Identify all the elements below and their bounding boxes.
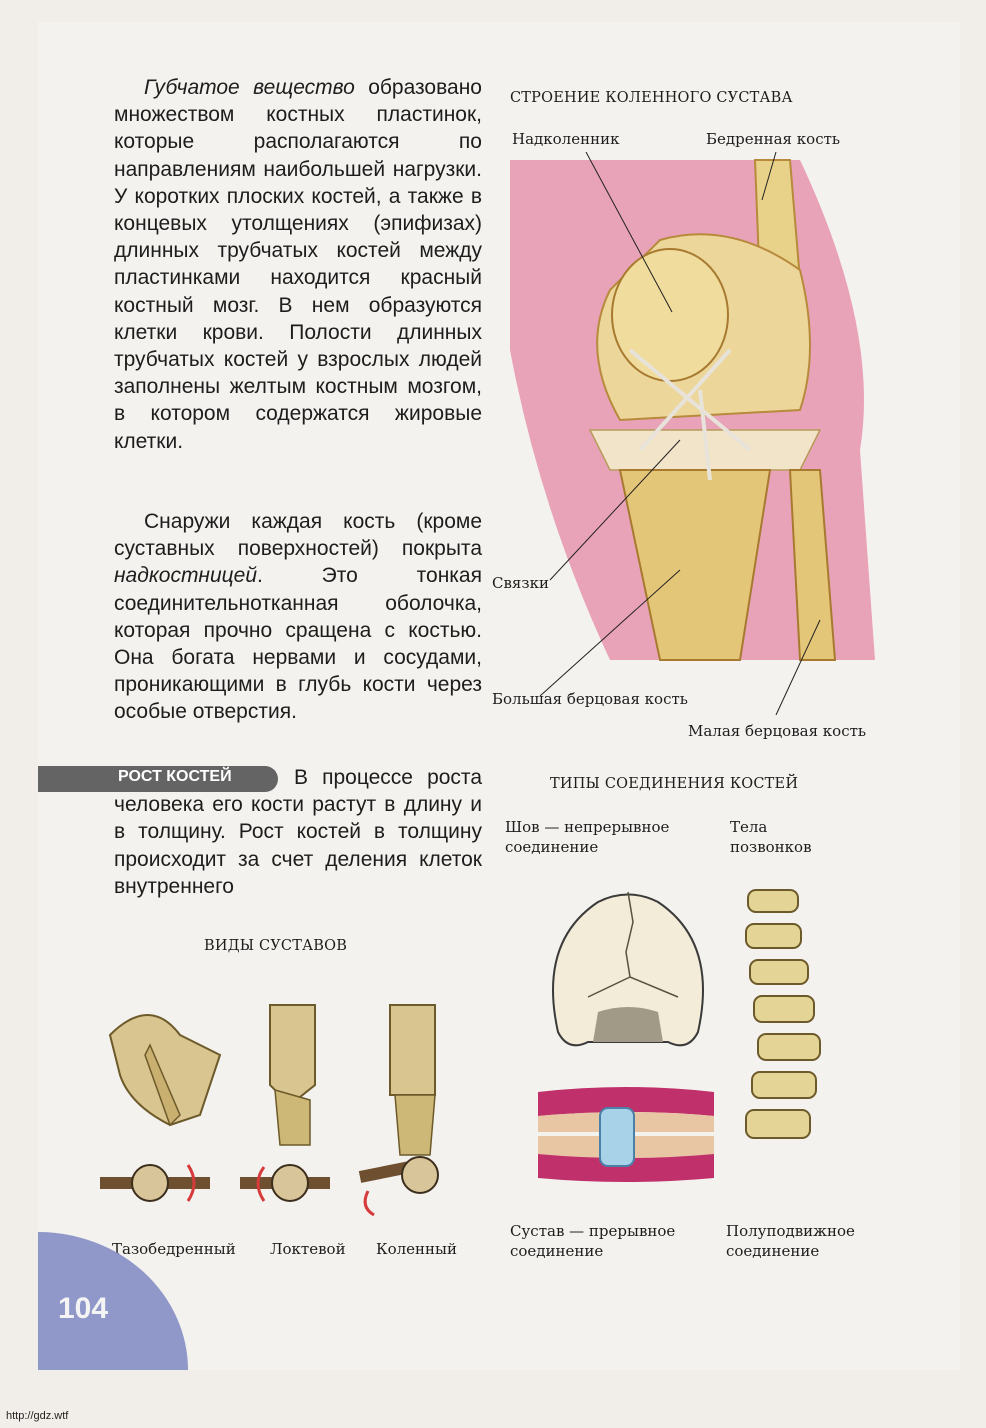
paragraph-bone-growth: В процессе роста человека его кости растут в длину и в толщину. Рост костей в толщину происходит за счет деления клеток внутреннего — [114, 766, 482, 898]
label-vertebrae-line-2: позвонков — [730, 838, 812, 856]
label-semimobile-line-2: соединение — [726, 1242, 820, 1260]
label-patella: Надколенник — [512, 130, 620, 148]
page-number: 104 — [58, 1292, 109, 1325]
label-knee-joint: Коленный — [376, 1240, 457, 1258]
label-ligaments: Связки — [492, 574, 549, 592]
paragraph-2-rest: . Это тонкая соединительнотканная оболочка, которая прочно сращена с костью. Она богата нервами и сосудами, проникающими в глубь кости через особые отверстия. — [114, 564, 482, 724]
spine-illustration — [728, 880, 848, 1170]
term-spongy-substance: Губчатое вещество — [144, 76, 355, 99]
knee-figure-title: СТРОЕНИЕ КОЛЕННОГО СУСТАВА — [510, 90, 793, 106]
label-hip-joint: Тазобедренный — [112, 1240, 236, 1258]
knee-leader-lines — [480, 140, 900, 740]
section-badge-label: РОСТ КОСТЕЙ — [118, 768, 232, 785]
skull-illustration — [538, 882, 718, 1062]
term-periosteum: надкостницей — [114, 564, 258, 588]
label-suture-line-1: Шов — непрерывное — [505, 818, 670, 836]
cartilage-joint-illustration — [538, 1086, 714, 1182]
label-suture-line-2: соединение — [505, 838, 599, 856]
label-vertebrae-line-1: Тела — [730, 818, 768, 836]
label-elbow-joint: Локтевой — [270, 1240, 346, 1258]
label-joint-line-1: Сустав — прерывное — [510, 1222, 676, 1240]
paragraph-1-text: образовано множеством костных пластинок, которые располагаются по направлениям наибольшей нагрузки. У коротких плоских костей, а также в концевых утолщениях (эпифизах) длинных трубчатых костей между пластинками находится красный костный мозг. В нем образуются клетки крови. Полости длинных трубчатых костей у взрослых людей заполнены желтым костным мозгом, в котором содержатся жировые клетки. — [114, 76, 482, 453]
paragraph-2-start: Снаружи каждая кость (кроме суставных поверхностей) покрыта — [114, 510, 482, 561]
connections-figure-title: ТИПЫ СОЕДИНЕНИЯ КОСТЕЙ — [550, 776, 799, 792]
footer-url[interactable]: http://gdz.wtf — [6, 1410, 69, 1422]
label-tibia: Большая берцовая кость — [492, 690, 688, 708]
joint-types-illustration — [90, 995, 490, 1225]
paragraph-periosteum — [114, 508, 482, 726]
label-joint-line-2: соединение — [510, 1242, 604, 1260]
paragraph-spongy-substance — [114, 74, 482, 455]
label-femur: Бедренная кость — [706, 130, 841, 148]
label-fibula: Малая берцовая кость — [688, 722, 867, 740]
joints-figure-title: ВИДЫ СУСТАВОВ — [204, 938, 348, 954]
label-semimobile-line-1: Полуподвижное — [726, 1222, 855, 1240]
